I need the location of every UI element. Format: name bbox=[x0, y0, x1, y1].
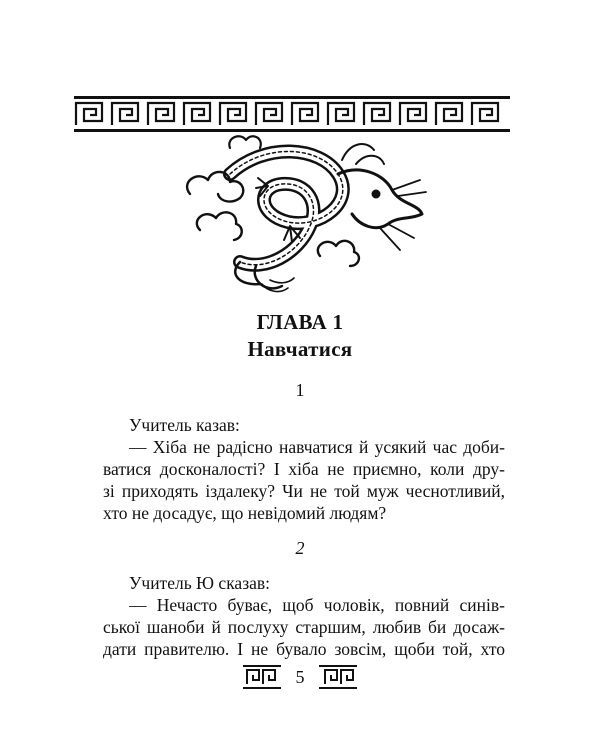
dragon-icon bbox=[170, 134, 430, 298]
paragraph-line: ватися досконалості? І хіба не приємно, коли дру- bbox=[103, 459, 505, 479]
chapter-title: Навчатися bbox=[247, 337, 353, 361]
paragraph-line: — Нечасто буває, щоб чоловік, повний синів- bbox=[129, 595, 505, 615]
section-number: 2 bbox=[295, 538, 305, 558]
greek-key-border-icon bbox=[74, 96, 510, 132]
page-number: 5 bbox=[295, 667, 305, 687]
paragraph-line: — Хіба не радісно навчатися й усякий час доби- bbox=[129, 437, 505, 457]
paragraph-line: Учитель Ю сказав: bbox=[129, 573, 270, 593]
section-number: 1 bbox=[295, 380, 305, 400]
paragraph-line: зі приходять іздалеку? Чи не той муж чеснотливий, bbox=[103, 481, 505, 501]
paragraph-line: ської шаноби й послуху старшим, любив би досаж- bbox=[103, 617, 505, 637]
paragraph-line: хто не досадує, що невідомий людям? bbox=[103, 503, 387, 523]
paragraph-line: дати правителю. І не бувало зовсім, щоби той, хто bbox=[103, 639, 505, 659]
paragraph-line: Учитель казав: bbox=[129, 415, 240, 435]
chapter-number: ГЛАВА 1 bbox=[256, 310, 344, 334]
